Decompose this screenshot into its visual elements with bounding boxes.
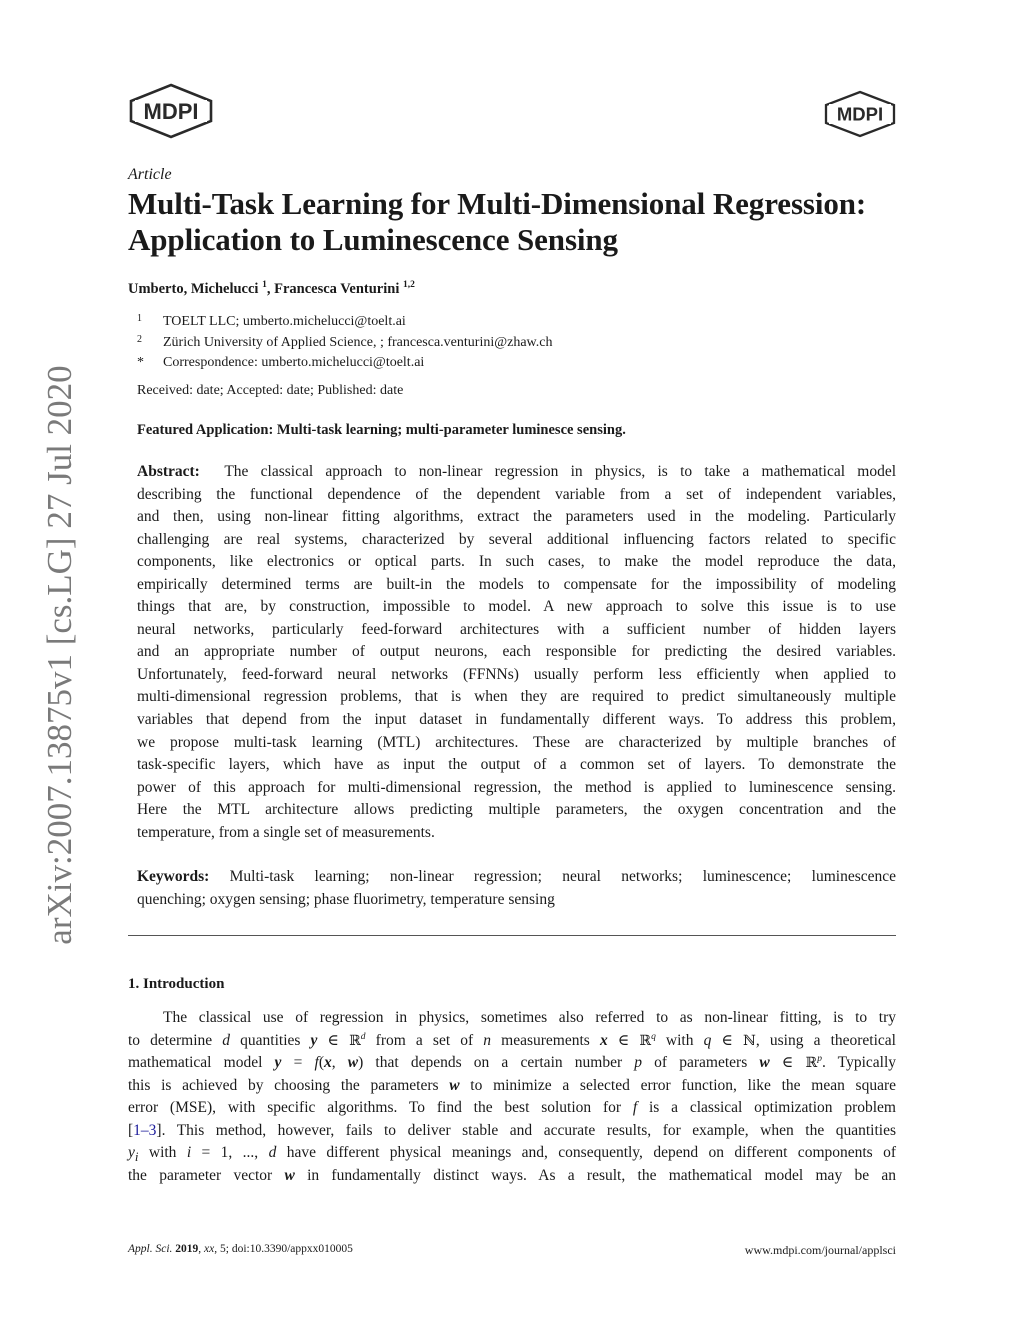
title-line-1: Multi-Task Learning for Multi-Dimensional Regression: [128,186,867,221]
author-2-affil-sup: 1,2 [402,280,415,291]
article-type-label: Article [128,166,172,183]
intro-text: have different physical meanings and, consequently, depend on different components of [276,1144,897,1162]
affiliation-2 [137,333,552,354]
publication-dates: Received: date; Accepted: date; Published: date [137,383,404,398]
intro-text: from a set of [365,1031,484,1049]
math-vector: w [284,1166,295,1184]
affiliation-1-mark: 1 [137,313,142,324]
math-set: ℝ [349,1032,361,1049]
math-exponent: q [651,1031,656,1042]
math-symbol: ∈ [317,1031,350,1049]
math-symbol: = [281,1054,315,1072]
math-var: d [222,1031,231,1049]
intro-text: to determine [128,1031,223,1049]
math-vector: w [759,1054,770,1072]
abstract-line [137,461,896,484]
math-set: ℝ [805,1055,818,1072]
math-symbol: ( [318,1054,324,1072]
abstract-line: we propose multi-task learning (MTL) architectures. These are characterized by multiple branches of [137,733,896,751]
math-symbol: ∈ [711,1031,744,1049]
intro-text: is a classical optimization problem [637,1099,896,1117]
abstract-line: things that are, by construction, impossible to model. A new approach to solve this issue is to use [137,598,896,616]
intro-text: to minimize a selected error function, like the mean square [459,1076,896,1094]
abstract-line: challenging are real systems, characterized by several additional influencing factors related to specific [137,530,896,548]
author-1-affil-sup: 1 [262,280,267,291]
math-subscript: i [134,1149,139,1165]
intro-text: with [655,1031,704,1049]
intro-line [128,1097,896,1120]
correspondence-mark: * [137,355,144,370]
paper-title [128,186,928,258]
footer-journal: Appl. Sci. [128,1243,173,1255]
author-2-name: Francesca Venturini [274,281,400,297]
abstract-line: Unfortunately, feed-forward neural networks (FFNNs) usually perform less efficiently when applied to [137,665,896,683]
math-exponent: d [360,1031,366,1042]
title-line-2: Application to Luminescence Sensing [128,222,618,257]
abstract-line: power of this approach for multi-dimensional regression, the method is applied to luminescence sensing. [137,778,896,796]
abstract-label: Abstract: [137,463,200,480]
intro-text: this is achieved by choosing the parameters [128,1076,450,1094]
math-symbol: ∈ [607,1031,640,1049]
math-set: ℝ [639,1032,652,1049]
math-var: n [483,1031,492,1049]
math-var: f [314,1054,319,1072]
intro-text: ) that depends on a certain number [358,1054,635,1072]
math-symbol: , [331,1054,348,1072]
affiliation-2-text: Zürich University of Applied Science, ; francesca.venturini@zhaw.ch [163,334,553,350]
math-exponent: p [817,1053,822,1064]
math-vector: w [449,1076,460,1094]
math-vector: x [599,1031,608,1049]
affiliation-1-text: TOELT LLC; umberto.michelucci@toelt.ai [163,314,406,329]
abstract-line: components, like electronics or optical parts. In such cases, to make the model reproduce the data, [137,553,896,571]
abstract-line: describing the functional dependence of the dependent variable from a set of independent variables, [137,485,896,503]
math-var: q [703,1031,712,1049]
mdpi-logo-right-text: MDPI [836,103,884,125]
intro-text: error (MSE), with specific algorithms. To find the best solution for [128,1099,633,1117]
math-vector: y [274,1054,282,1072]
citation-link[interactable]: 1–3 [133,1121,157,1139]
intro-text: in fundamentally distinct ways. As a result, the mathematical model may be an [294,1166,896,1184]
mdpi-logo-right [824,90,896,138]
math-set: ℕ [743,1032,756,1049]
keywords-line [137,866,896,889]
math-symbol: = 1, ..., [191,1144,269,1162]
intro-line [128,1165,896,1188]
abstract-line: multi-dimensional regression problems, that is when they are required to predict simultaneously multiple [137,688,896,706]
math-var: d [268,1144,277,1162]
arxiv-identifier-stamp: arXiv:2007.13875v1 [cs.LG] 27 Jul 2020 [40,365,79,945]
abstract-line: and an appropriate number of output neurons, each responsible for predicting the desired variables. [137,643,896,661]
intro-text: of parameters [642,1054,760,1072]
keywords-line: quenching; oxygen sensing; phase fluorimetry, temperature sensing [137,890,555,908]
intro-text: quantities [230,1031,311,1049]
intro-line [128,1030,896,1053]
intro-text: [ [128,1121,134,1139]
author-1-name: Umberto, Michelucci [128,281,259,297]
abstract-line-1-text: The classical approach to non-linear regression in physics, is to take a mathematical model [224,463,897,480]
keywords [137,866,896,911]
footer-journal-url[interactable]: www.mdpi.com/journal/applsci [744,1243,896,1257]
abstract-line: Here the MTL architecture allows predicting multiple parameters, the oxygen concentration and the [137,801,896,819]
abstract [137,461,896,844]
correspondence-text: Correspondence: umberto.michelucci@toelt.ai [163,355,425,370]
intro-text: with [138,1144,187,1162]
math-var: y [128,1144,135,1162]
intro-line [128,1075,896,1098]
intro-text: the parameter vector [128,1166,285,1184]
footer-year: 2019 [175,1243,199,1255]
correspondence [137,353,552,374]
intro-text: mathematical model [128,1054,275,1072]
section-divider [128,935,896,936]
abstract-line: variables that depend from the input dataset in fundamentally different ways. To address this problem, [137,711,896,729]
affiliations [137,312,552,374]
math-var: f [632,1099,638,1117]
math-vector: w [347,1054,359,1072]
intro-line [128,1052,896,1075]
mdpi-logo-left-text: MDPI [143,99,199,124]
footer-volume: xx [204,1243,215,1255]
math-var: i [186,1144,192,1162]
section-heading-introduction: 1. Introduction [128,976,225,992]
intro-line [128,1120,896,1143]
intro-text: , using a theoretical [755,1031,896,1049]
math-vector: x [323,1054,332,1072]
intro-text: . Typically [821,1054,897,1072]
math-vector: y [310,1031,318,1049]
abstract-line: temperature, from a single set of measurements. [137,823,435,841]
mdpi-logo-left [128,82,214,140]
affiliation-1 [137,312,552,333]
abstract-line: task-specific layers, which have as input the output of a common set of layers. To demonstrate the [137,756,896,774]
keywords-line-1-text: Multi-task learning; non-linear regression; neural networks; luminescence; luminescence [229,868,896,885]
author-list: Umberto, Michelucci $^1$, Francesca Venturini $^{1,2}$ [128,280,415,297]
intro-text: ]. This method, however, fails to deliver stable and accurate results, for example, when the quantities [156,1121,896,1139]
abstract-line: and then, using non-linear fitting algorithms, extract the parameters used in the modeling. Particularly [137,508,896,526]
footer-doi: , 5; doi:10.3390/appxx010005 [214,1243,353,1255]
abstract-line: neural networks, particularly feed-forward architectures with a sufficient number of hidden layers [137,620,896,638]
intro-line: The classical use of regression in physics, sometimes also referred to as non-linear fitting, is to try [163,1009,896,1026]
math-symbol: ∈ [769,1054,806,1072]
intro-line [128,1142,896,1165]
footer-citation: Appl. Sci. 2019, xx, 5; doi:10.3390/appxx010005 [128,1243,353,1255]
abstract-line: empirically determined terms are built-in the models to compensate for the impossibility of modeling [137,575,896,593]
featured-application: Featured Application: Multi-task learning; multi-parameter luminesce sensing. [137,422,626,438]
introduction-paragraph [128,1007,896,1187]
intro-text: measurements [491,1031,600,1049]
math-var: p [634,1054,643,1072]
affiliation-2-mark: 2 [137,333,142,345]
keywords-label: Keywords: [137,868,210,885]
